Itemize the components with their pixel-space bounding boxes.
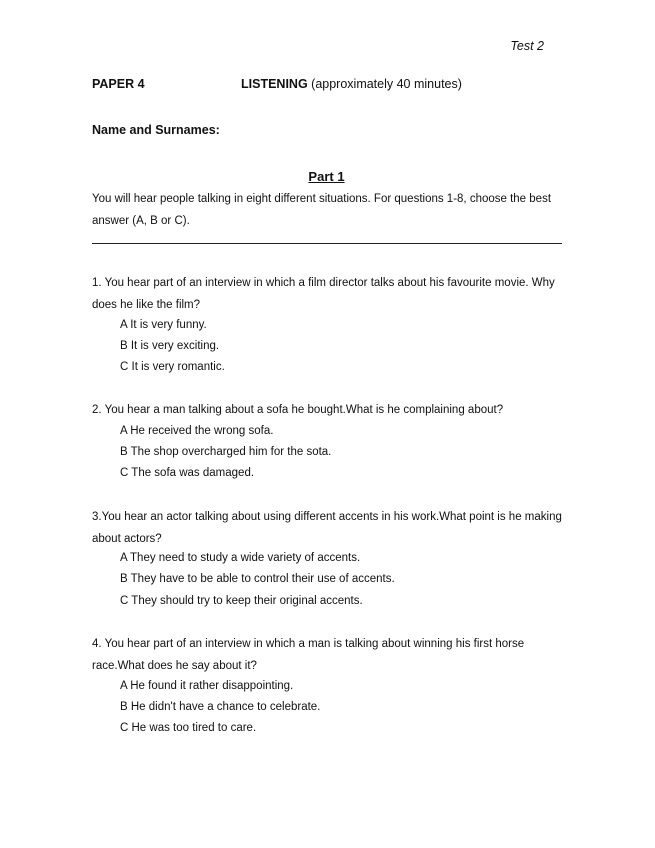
question-1-option-c[interactable]: C It is very romantic. <box>120 361 225 373</box>
question-3-option-c[interactable]: C They should try to keep their original accents. <box>120 595 363 607</box>
question-2-text: 2. You hear a man talking about a sofa he bought.What is he complaining about? <box>92 404 504 416</box>
part-title: Part 1 <box>308 169 345 184</box>
section-heading <box>241 77 462 91</box>
section-title: LISTENING <box>241 77 308 91</box>
part-heading <box>0 169 655 184</box>
question-4-option-b[interactable]: B He didn't have a chance to celebrate. <box>120 701 321 713</box>
name-surname-label: Name and Surnames: <box>92 123 220 137</box>
question-4-option-a[interactable]: A He found it rather disappointing. <box>120 680 294 692</box>
question-3-option-a[interactable]: A They need to study a wide variety of accents. <box>120 552 361 564</box>
question-1-text: 1. You hear part of an interview in which a film director talks about his favourite movie. Why does he like the film? <box>92 277 555 311</box>
question-3-text: 3.You hear an actor talking about using different accents in his work.What point is he making about actors? <box>92 511 562 545</box>
question-1-option-a[interactable]: A It is very funny. <box>120 319 207 331</box>
question-3-option-b[interactable]: B They have to be able to control their use of accents. <box>120 573 395 585</box>
question-4-text: 4. You hear part of an interview in which a man is talking about winning his first horse race.What does he say about it? <box>92 638 525 672</box>
section-divider <box>92 243 562 244</box>
paper-label: PAPER 4 <box>92 77 145 91</box>
question-1-option-b[interactable]: B It is very exciting. <box>120 340 220 352</box>
question-2-option-c[interactable]: C The sofa was damaged. <box>120 467 255 479</box>
part-instructions: You will hear people talking in eight different situations. For questions 1-8, choose the best answer (A, B or C). <box>92 193 552 227</box>
question-2-option-a[interactable]: A He received the wrong sofa. <box>120 425 274 437</box>
test-number-label: Test 2 <box>510 39 544 53</box>
question-2-option-b[interactable]: B The shop overcharged him for the sota. <box>120 446 332 458</box>
section-duration-note: (approximately 40 minutes) <box>311 77 462 91</box>
question-4-option-c[interactable]: C He was too tired to care. <box>120 722 257 734</box>
